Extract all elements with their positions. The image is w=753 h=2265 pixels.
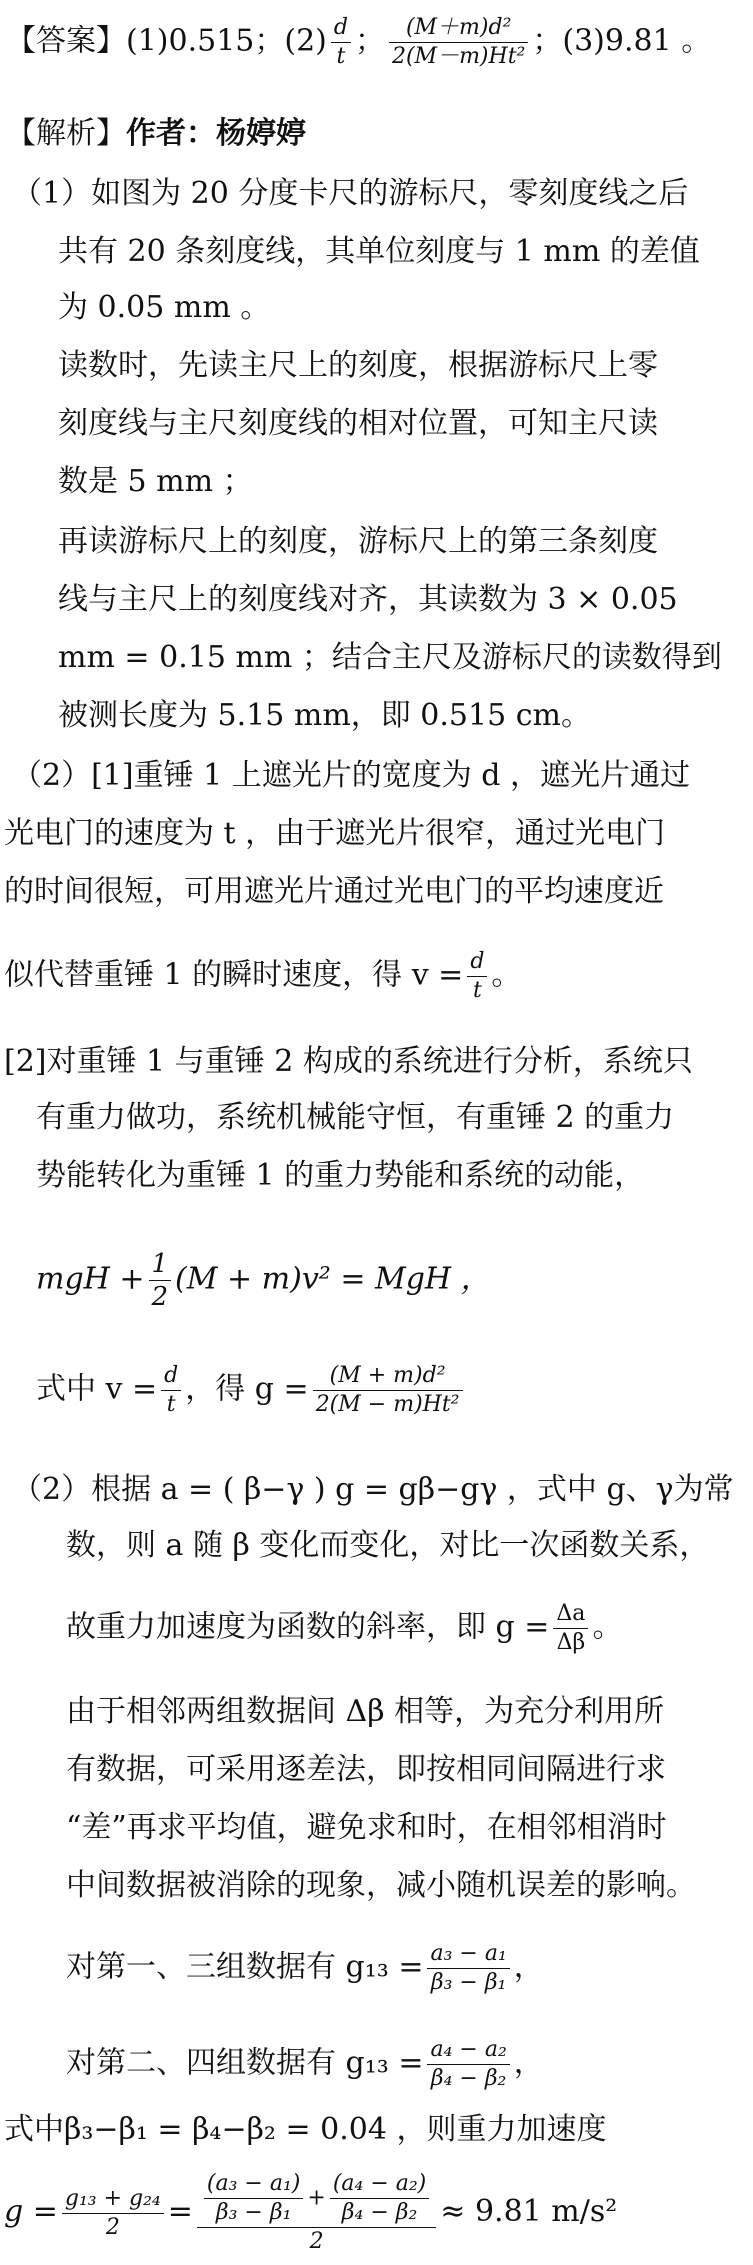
frac-den: β₃ − β₁ (215, 2200, 292, 2225)
velocity-frac (467, 948, 487, 1005)
velocity-line (4, 948, 521, 1005)
text-line: 中间数据被消除的现象，减小随机误差的影响。 (66, 1868, 696, 1903)
frac-num: 1 (149, 1248, 172, 1281)
frac-num: (a₄ − a₂) (330, 2170, 429, 2199)
frac-num: Δa (553, 1600, 588, 1629)
g24-line (66, 2036, 544, 2093)
beta-line: 式中β₃−β₁ = β₄−β₂ = 0.04 ，则重力加速度 (4, 2112, 607, 2147)
velocity-suffix: 。 (491, 957, 522, 993)
frac-num: g₁₃ + g₂₄ (62, 2185, 164, 2214)
frac-den: β₄ − β₂ (430, 2066, 507, 2091)
g-frac-d-t (161, 1362, 181, 1419)
final-equation (4, 2170, 617, 2256)
g-mid: ，得 g = (185, 1371, 309, 1407)
frac-num: (M + m)d² (313, 1362, 463, 1391)
answer-frac-d-t (331, 14, 351, 71)
g-derivation-line (36, 1362, 467, 1419)
frac-num: d (467, 948, 487, 977)
inner-frac-1 (204, 2170, 303, 2227)
text-line: “差”再求平均值，避免求和时，在相邻相消时 (66, 1810, 667, 1845)
energy-equation (36, 1248, 491, 1313)
answer-part3: ；(3)9.81 。 (532, 23, 712, 59)
energy-left: mgH + (36, 1261, 145, 1297)
text-line: 数是 5 mm ； (58, 464, 253, 499)
inner-frac-2 (330, 2170, 429, 2227)
text-line: 由于相邻两组数据间 Δβ 相等，为充分利用所 (66, 1694, 665, 1729)
text-line: （2）根据 a = ( β−γ ) g = gβ−gγ ，式中 g、γ为常 (12, 1472, 734, 1507)
frac-den: β₃ − β₁ (430, 1970, 507, 1995)
text-line: 线与主尺上的刻度线对齐，其读数为 3 × 0.05 (58, 582, 678, 617)
text-line: （1）如图为 20 分度卡尺的游标尺，零刻度线之后 (12, 176, 689, 211)
frac-den: 2 (309, 2229, 324, 2254)
text-line: 有数据，可采用逐差法，即按相同间隔进行求 (66, 1752, 666, 1787)
g-frac-result (313, 1362, 463, 1419)
frac-den: 2 (105, 2214, 120, 2240)
g24-frac (427, 2036, 509, 2093)
frac-den: β₄ − β₂ (341, 2200, 418, 2225)
frac-den: 2(M－m)Ht² (391, 44, 526, 69)
text-line: mm = 0.15 mm ；结合主尺及游标尺的读数得到 (58, 640, 722, 675)
energy-half-frac (149, 1248, 172, 1313)
frac-num: (M＋m)d² (389, 14, 528, 43)
frac-den: 2(M − m)Ht² (315, 1392, 460, 1417)
final-result: ≈ 9.81 m/s² (440, 2194, 618, 2229)
g13-line (66, 1940, 544, 1997)
text-line: [2]对重锤 1 与重锤 2 构成的系统进行分析，系统只 (4, 1044, 693, 1079)
g13-suffix: ， (513, 1949, 544, 1985)
answer-tag: 【答案】 (6, 23, 126, 59)
answer-line (6, 14, 711, 71)
answer-frac-g (389, 14, 528, 71)
g13-frac (427, 1940, 509, 1997)
text-line: 有重力做功，系统机械能守恒，有重锤 2 的重力 (36, 1100, 675, 1135)
text-line: 再读游标尺上的刻度，游标尺上的第三条刻度 (58, 524, 658, 559)
frac-den: Δβ (556, 1630, 586, 1655)
text-line: 被测长度为 5.15 mm，即 0.515 cm。 (58, 698, 591, 733)
final-frac-outer (197, 2170, 436, 2256)
g24-prefix: 对第二、四组数据有 g₁₃ = (66, 2045, 424, 2081)
g-prefix: 式中 v = (36, 1371, 158, 1407)
velocity-prefix: 似代替重锤 1 的瞬时速度，得 v = (4, 957, 464, 993)
analysis-author: 作者：杨婷婷 (126, 116, 306, 151)
slope-line (66, 1600, 622, 1657)
frac-num: d (161, 1362, 181, 1391)
slope-suffix: 。 (592, 1609, 623, 1645)
text-line: 共有 20 条刻度线，其单位刻度与 1 mm 的差值 (58, 234, 700, 269)
frac-num (197, 2170, 436, 2228)
final-frac-avg (62, 2185, 164, 2242)
final-eq: = (167, 2194, 193, 2229)
answer-part1: (1)0.515；(2) (126, 23, 327, 59)
answer-sep: ； (354, 23, 385, 59)
frac-den: t (166, 1392, 176, 1417)
slope-frac (553, 1600, 588, 1657)
frac-num: (a₃ − a₁) (204, 2170, 303, 2199)
slope-prefix: 故重力加速度为函数的斜率，即 g = (66, 1609, 550, 1645)
text-line: 读数时，先读主尺上的刻度，根据游标尺上零 (58, 348, 658, 383)
analysis-tag: 【解析】 (6, 116, 126, 151)
frac-num: a₄ − a₂ (427, 2036, 509, 2065)
final-g: g = (4, 2194, 58, 2229)
frac-num: d (331, 14, 351, 43)
g13-prefix: 对第一、三组数据有 g₁₃ = (66, 1949, 424, 1985)
frac-den: t (336, 44, 346, 69)
frac-den: 2 (151, 1282, 169, 1312)
text-line: 为 0.05 mm 。 (58, 290, 271, 325)
frac-num: a₃ − a₁ (427, 1940, 509, 1969)
text-line: （2）[1]重锤 1 上遮光片的宽度为 d ，遮光片通过 (12, 758, 691, 793)
text-line: 光电门的速度为 t ，由于遮光片很窄，通过光电门 (4, 816, 666, 851)
text-line: 数，则 a 随 β 变化而变化，对比一次函数关系， (66, 1528, 710, 1563)
text-line: 刻度线与主尺刻度线的相对位置，可知主尺读 (58, 406, 658, 441)
final-plus: + (307, 2185, 326, 2211)
analysis-heading (6, 112, 306, 156)
frac-den: t (472, 978, 482, 1003)
text-line: 的时间很短，可用遮光片通过光电门的平均速度近 (4, 874, 664, 909)
g24-suffix: ， (513, 2045, 544, 2081)
energy-right: (M + m)v² = MgH ， (175, 1261, 491, 1297)
text-line: 势能转化为重锤 1 的重力势能和系统的动能， (36, 1158, 645, 1193)
